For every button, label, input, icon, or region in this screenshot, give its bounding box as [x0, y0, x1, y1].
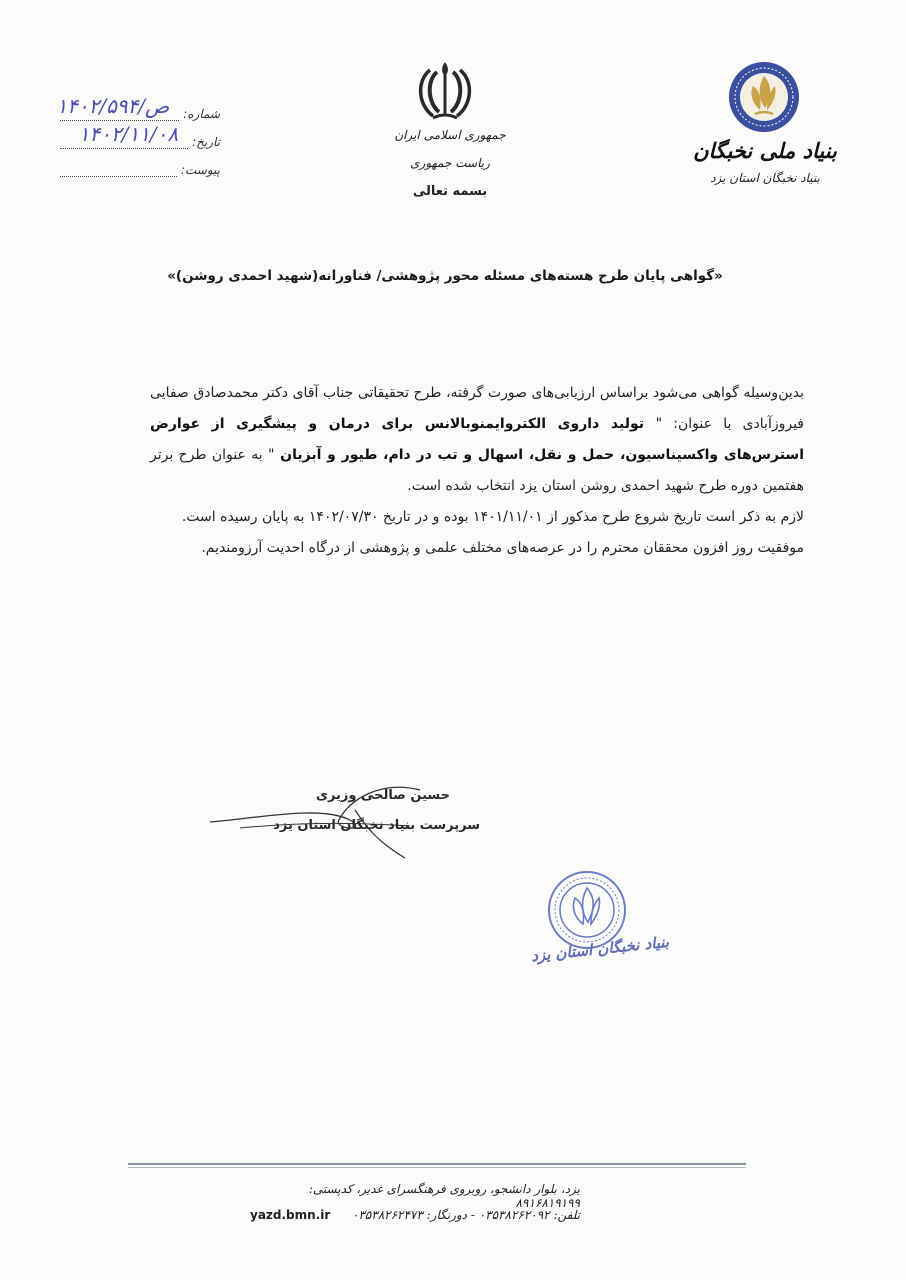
ref-attachment-row — [60, 156, 220, 184]
org-branch: بنیاد نخبگان استان یزد — [710, 171, 820, 185]
signatory-title: سرپرست بنیاد نخبگان استان یزد — [273, 818, 480, 833]
ref-attachment-label: پیوست: — [180, 163, 220, 177]
stamp-text: بنیاد نخبگان استان یزد — [530, 932, 670, 966]
signatory-name: حسین صالحی وزیری — [316, 788, 450, 803]
body-paragraph-1: بدین‌وسیله گواهی می‌شود براساس ارزیابی‌های صورت گرفته، طرح تحقیقاتی جناب آقای دکتر محمدصادق صفایی فیروزآبادی با عنوان: " تولید داروی الکتروایمنوبالانس برای درمان و پیشگیری از عوارض استرس‌های واکسیناسیون، حمل و نقل، اسهال و تب در دام، طیور و آبزیان " به عنوان طرح برتر هفتمین دوره طرح شهید احمدی روشن استان یزد انتخاب شده است. — [150, 385, 804, 494]
letter-body — [150, 378, 804, 564]
org-name-block — [690, 138, 840, 185]
footer-website[interactable]: yazd.bmn.ir — [250, 1208, 331, 1222]
reference-fields — [56, 93, 220, 184]
ref-date-value: ۱۴۰۲/۱۱/۰۸ — [78, 121, 179, 146]
footer-divider-thin — [128, 1167, 746, 1168]
country-name: جمهوری اسلامی ایران — [394, 128, 506, 142]
basmala: بسمه تعالی — [412, 184, 488, 199]
ref-number-value: ۱۴۰۲/ص/۵۹۴ — [56, 93, 170, 118]
document-title: «گواهی پایان طرح هسته‌های مسئله محور پژوهشی/ فناورانه(شهید احمدی روشن)» — [167, 268, 723, 284]
ref-number-label: شماره: — [183, 107, 220, 121]
footer-divider — [128, 1163, 746, 1165]
org-name: بنیاد ملی نخبگان — [693, 138, 837, 163]
footer-contact: تلفن: ۰۳۵۳۸۲۶۲۰۹۲ - دورنگار: ۰۳۵۳۸۲۶۲۴۷۳ — [351, 1208, 580, 1222]
elites-foundation-logo-icon — [727, 60, 801, 134]
project-title: تولید داروی الکتروایمنوبالانس برای درمان و پیشگیری از عوارض استرس‌های واکسیناسیون، حمل و نقل، اسهال و تب در دام، طیور و آبزیان — [150, 416, 804, 463]
ref-date-row — [60, 121, 220, 156]
presidency-name: ریاست جمهوری — [410, 156, 490, 170]
body-paragraph-3: موفقیت روز افزون محققان محترم را در عرصه‌های مختلف علمی و پژوهشی از درگاه احدیت آرزومندیم. — [201, 540, 804, 556]
ref-date-label: تاریخ: — [192, 135, 220, 149]
header-center-text — [380, 128, 520, 199]
body-paragraph-2: لازم به ذکر است تاریخ شروع طرح مذکور از ۱۴۰۱/۱۱/۰۱ بوده و در تاریخ ۱۴۰۲/۰۷/۳۰ به پایان رسیده است. — [181, 509, 804, 525]
footer-address: یزد، بلوار دانشجو، روبروی فرهنگسرای غدیر، کدپستی: ۸۹۱۶۸۱۹۱۹۹ — [308, 1182, 580, 1210]
iran-emblem-icon — [415, 58, 475, 124]
